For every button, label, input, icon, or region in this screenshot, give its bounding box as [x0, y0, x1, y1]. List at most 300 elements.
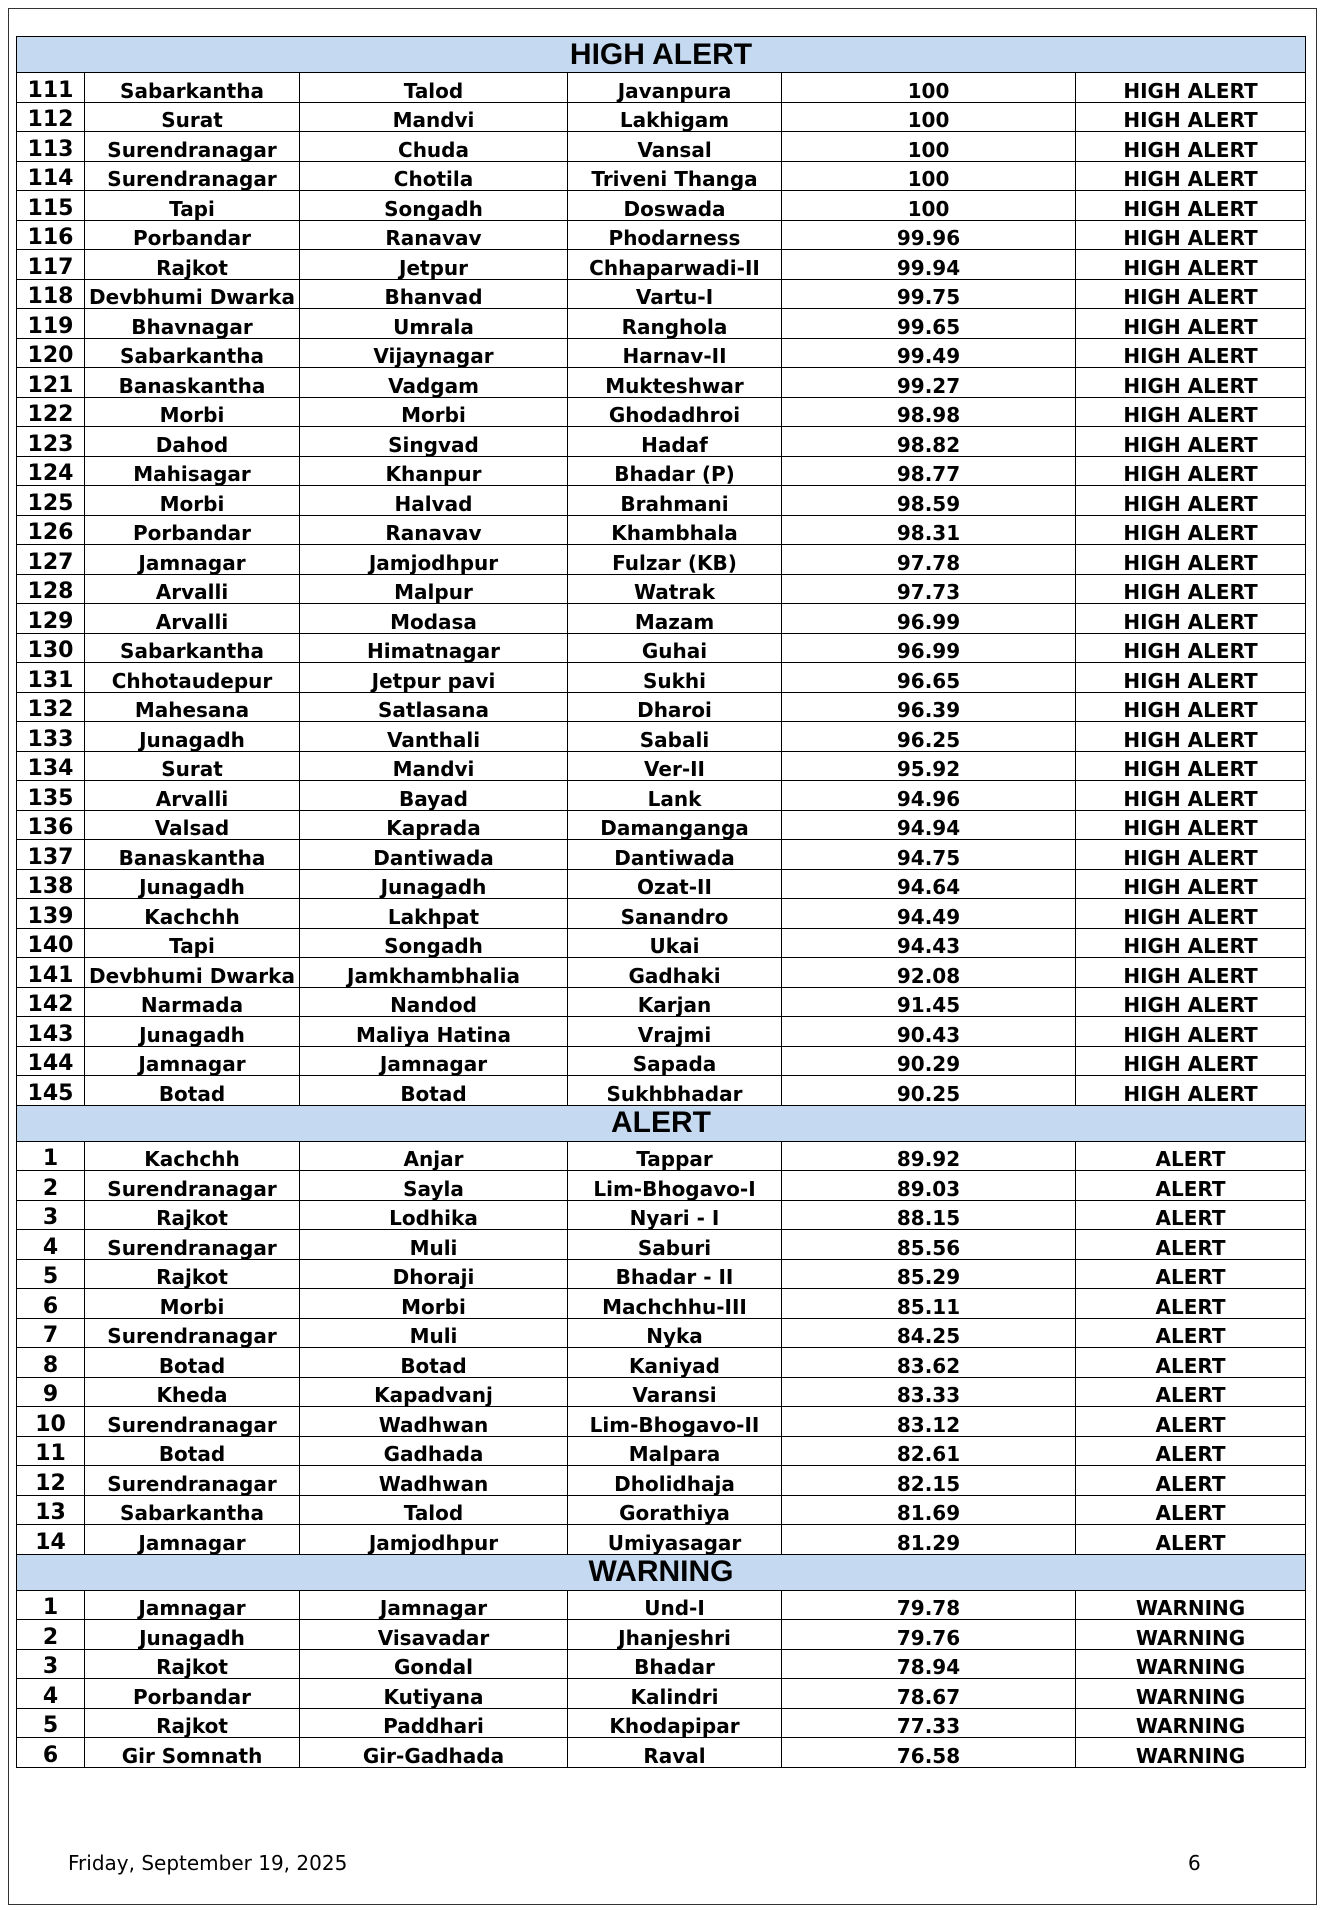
- status-cell: ALERT: [1076, 1466, 1306, 1496]
- district-cell: Morbi: [85, 1289, 300, 1319]
- taluka-cell: Halvad: [300, 486, 568, 516]
- storage-percent-cell: 78.94: [782, 1649, 1076, 1679]
- storage-percent-cell: 81.69: [782, 1495, 1076, 1525]
- district-cell: Chhotaudepur: [85, 663, 300, 693]
- storage-percent-cell: 78.67: [782, 1679, 1076, 1709]
- district-cell: Valsad: [85, 810, 300, 840]
- row-number: 112: [17, 102, 85, 132]
- dam-name-cell: Sabali: [568, 722, 782, 752]
- taluka-cell: Umrala: [300, 309, 568, 339]
- taluka-cell: Satlasana: [300, 692, 568, 722]
- taluka-cell: Vijaynagar: [300, 338, 568, 368]
- district-cell: Mahisagar: [85, 456, 300, 486]
- dam-name-cell: Chhaparwadi-II: [568, 250, 782, 280]
- row-number: 120: [17, 338, 85, 368]
- status-cell: HIGH ALERT: [1076, 220, 1306, 250]
- table-row: [17, 1679, 1306, 1709]
- dam-name-cell: Sukhi: [568, 663, 782, 693]
- dam-name-cell: Lim-Bhogavo-II: [568, 1407, 782, 1437]
- row-number: 134: [17, 751, 85, 781]
- row-number: 133: [17, 722, 85, 752]
- section-header-row: [17, 1105, 1306, 1141]
- dam-name-cell: Dharoi: [568, 692, 782, 722]
- district-cell: Junagadh: [85, 869, 300, 899]
- table-row: [17, 515, 1306, 545]
- district-cell: Botad: [85, 1348, 300, 1378]
- district-cell: Dahod: [85, 427, 300, 457]
- status-cell: HIGH ALERT: [1076, 250, 1306, 280]
- dam-status-table: [16, 36, 1306, 1768]
- row-number: 6: [17, 1738, 85, 1768]
- status-cell: HIGH ALERT: [1076, 869, 1306, 899]
- row-number: 128: [17, 574, 85, 604]
- row-number: 7: [17, 1318, 85, 1348]
- table-row: [17, 1259, 1306, 1289]
- status-cell: HIGH ALERT: [1076, 781, 1306, 811]
- district-cell: Surat: [85, 102, 300, 132]
- taluka-cell: Visavadar: [300, 1620, 568, 1650]
- row-number: 6: [17, 1289, 85, 1319]
- dam-name-cell: Khambhala: [568, 515, 782, 545]
- dam-name-cell: Und-I: [568, 1590, 782, 1620]
- district-cell: Gir Somnath: [85, 1738, 300, 1768]
- table-row: [17, 486, 1306, 516]
- storage-percent-cell: 100: [782, 191, 1076, 221]
- district-cell: Mahesana: [85, 692, 300, 722]
- storage-percent-cell: 82.15: [782, 1466, 1076, 1496]
- row-number: 113: [17, 132, 85, 162]
- storage-percent-cell: 90.25: [782, 1076, 1076, 1106]
- status-cell: ALERT: [1076, 1436, 1306, 1466]
- taluka-cell: Vanthali: [300, 722, 568, 752]
- dam-name-cell: Bhadar - II: [568, 1259, 782, 1289]
- dam-name-cell: Bhadar (P): [568, 456, 782, 486]
- district-cell: Kachchh: [85, 899, 300, 929]
- status-cell: WARNING: [1076, 1708, 1306, 1738]
- storage-percent-cell: 79.78: [782, 1590, 1076, 1620]
- table-row: [17, 220, 1306, 250]
- storage-percent-cell: 89.92: [782, 1141, 1076, 1171]
- taluka-cell: Ranavav: [300, 515, 568, 545]
- status-cell: HIGH ALERT: [1076, 840, 1306, 870]
- dam-name-cell: Kalindri: [568, 1679, 782, 1709]
- table-row: [17, 250, 1306, 280]
- table-row: [17, 338, 1306, 368]
- dam-name-cell: Khodapipar: [568, 1708, 782, 1738]
- dam-name-cell: Phodarness: [568, 220, 782, 250]
- district-cell: Bhavnagar: [85, 309, 300, 339]
- row-number: 2: [17, 1171, 85, 1201]
- taluka-cell: Bayad: [300, 781, 568, 811]
- taluka-cell: Bhanvad: [300, 279, 568, 309]
- dam-name-cell: Sukhbhadar: [568, 1076, 782, 1106]
- dam-name-cell: Ghodadhroi: [568, 397, 782, 427]
- status-cell: HIGH ALERT: [1076, 958, 1306, 988]
- table-row: [17, 132, 1306, 162]
- table-row: [17, 751, 1306, 781]
- storage-percent-cell: 90.43: [782, 1017, 1076, 1047]
- taluka-cell: Nandod: [300, 987, 568, 1017]
- row-number: 125: [17, 486, 85, 516]
- taluka-cell: Gadhada: [300, 1436, 568, 1466]
- table-row: [17, 1017, 1306, 1047]
- table-row: [17, 1649, 1306, 1679]
- status-cell: HIGH ALERT: [1076, 545, 1306, 575]
- storage-percent-cell: 83.33: [782, 1377, 1076, 1407]
- status-cell: HIGH ALERT: [1076, 73, 1306, 103]
- status-cell: HIGH ALERT: [1076, 663, 1306, 693]
- taluka-cell: Paddhari: [300, 1708, 568, 1738]
- district-cell: Surendranagar: [85, 132, 300, 162]
- district-cell: Sabarkantha: [85, 1495, 300, 1525]
- dam-name-cell: Jhanjeshri: [568, 1620, 782, 1650]
- district-cell: Sabarkantha: [85, 338, 300, 368]
- row-number: 3: [17, 1200, 85, 1230]
- district-cell: Arvalli: [85, 574, 300, 604]
- table-row: [17, 279, 1306, 309]
- status-cell: WARNING: [1076, 1590, 1306, 1620]
- table-row: [17, 1738, 1306, 1768]
- status-cell: ALERT: [1076, 1200, 1306, 1230]
- status-cell: HIGH ALERT: [1076, 368, 1306, 398]
- row-number: 132: [17, 692, 85, 722]
- taluka-cell: Mandvi: [300, 102, 568, 132]
- taluka-cell: Lodhika: [300, 1200, 568, 1230]
- storage-percent-cell: 88.15: [782, 1200, 1076, 1230]
- table-row: [17, 1200, 1306, 1230]
- district-cell: Kachchh: [85, 1141, 300, 1171]
- status-cell: HIGH ALERT: [1076, 722, 1306, 752]
- table-row: [17, 456, 1306, 486]
- district-cell: Tapi: [85, 191, 300, 221]
- row-number: 14: [17, 1525, 85, 1555]
- storage-percent-cell: 85.56: [782, 1230, 1076, 1260]
- dam-name-cell: Guhai: [568, 633, 782, 663]
- status-cell: HIGH ALERT: [1076, 633, 1306, 663]
- table-row: [17, 840, 1306, 870]
- status-cell: HIGH ALERT: [1076, 456, 1306, 486]
- district-cell: Jamnagar: [85, 1525, 300, 1555]
- taluka-cell: Muli: [300, 1318, 568, 1348]
- storage-percent-cell: 94.96: [782, 781, 1076, 811]
- taluka-cell: Singvad: [300, 427, 568, 457]
- district-cell: Jamnagar: [85, 1590, 300, 1620]
- taluka-cell: Wadhwan: [300, 1466, 568, 1496]
- dam-name-cell: Nyari - I: [568, 1200, 782, 1230]
- taluka-cell: Modasa: [300, 604, 568, 634]
- district-cell: Rajkot: [85, 1259, 300, 1289]
- storage-percent-cell: 98.98: [782, 397, 1076, 427]
- storage-percent-cell: 89.03: [782, 1171, 1076, 1201]
- status-cell: ALERT: [1076, 1141, 1306, 1171]
- district-cell: Jamnagar: [85, 545, 300, 575]
- district-cell: Rajkot: [85, 1708, 300, 1738]
- dam-name-cell: Fulzar (KB): [568, 545, 782, 575]
- dam-name-cell: Damanganga: [568, 810, 782, 840]
- storage-percent-cell: 84.25: [782, 1318, 1076, 1348]
- table-row: [17, 1708, 1306, 1738]
- row-number: 122: [17, 397, 85, 427]
- row-number: 118: [17, 279, 85, 309]
- district-cell: Sabarkantha: [85, 633, 300, 663]
- row-number: 11: [17, 1436, 85, 1466]
- status-cell: ALERT: [1076, 1407, 1306, 1437]
- taluka-cell: Jetpur pavi: [300, 663, 568, 693]
- status-cell: HIGH ALERT: [1076, 132, 1306, 162]
- row-number: 8: [17, 1348, 85, 1378]
- taluka-cell: Maliya Hatina: [300, 1017, 568, 1047]
- dam-name-cell: Umiyasagar: [568, 1525, 782, 1555]
- row-number: 121: [17, 368, 85, 398]
- status-cell: ALERT: [1076, 1259, 1306, 1289]
- dam-name-cell: Ranghola: [568, 309, 782, 339]
- dam-name-cell: Triveni Thanga: [568, 161, 782, 191]
- table-row: [17, 397, 1306, 427]
- status-cell: HIGH ALERT: [1076, 279, 1306, 309]
- storage-percent-cell: 98.82: [782, 427, 1076, 457]
- dam-name-cell: Nyka: [568, 1318, 782, 1348]
- district-cell: Porbandar: [85, 1679, 300, 1709]
- dam-name-cell: Ozat-II: [568, 869, 782, 899]
- storage-percent-cell: 97.73: [782, 574, 1076, 604]
- district-cell: Porbandar: [85, 515, 300, 545]
- status-cell: HIGH ALERT: [1076, 751, 1306, 781]
- district-cell: Narmada: [85, 987, 300, 1017]
- row-number: 111: [17, 73, 85, 103]
- row-number: 143: [17, 1017, 85, 1047]
- table-row: [17, 1171, 1306, 1201]
- dam-name-cell: Vartu-I: [568, 279, 782, 309]
- taluka-cell: Lakhpat: [300, 899, 568, 929]
- district-cell: Surendranagar: [85, 1407, 300, 1437]
- row-number: 12: [17, 1466, 85, 1496]
- status-cell: ALERT: [1076, 1525, 1306, 1555]
- taluka-cell: Jamnagar: [300, 1046, 568, 1076]
- district-cell: Morbi: [85, 486, 300, 516]
- status-cell: HIGH ALERT: [1076, 427, 1306, 457]
- row-number: 116: [17, 220, 85, 250]
- table-row: [17, 161, 1306, 191]
- taluka-cell: Chotila: [300, 161, 568, 191]
- dam-name-cell: Varansi: [568, 1377, 782, 1407]
- row-number: 138: [17, 869, 85, 899]
- dam-name-cell: Javanpura: [568, 73, 782, 103]
- status-cell: ALERT: [1076, 1318, 1306, 1348]
- district-cell: Jamnagar: [85, 1046, 300, 1076]
- storage-percent-cell: 94.75: [782, 840, 1076, 870]
- taluka-cell: Ranavav: [300, 220, 568, 250]
- dam-name-cell: Karjan: [568, 987, 782, 1017]
- table-row: [17, 869, 1306, 899]
- table-row: [17, 692, 1306, 722]
- row-number: 140: [17, 928, 85, 958]
- status-cell: HIGH ALERT: [1076, 1017, 1306, 1047]
- row-number: 123: [17, 427, 85, 457]
- storage-percent-cell: 92.08: [782, 958, 1076, 988]
- dam-name-cell: Ukai: [568, 928, 782, 958]
- dam-name-cell: Dholidhaja: [568, 1466, 782, 1496]
- row-number: 117: [17, 250, 85, 280]
- table-row: [17, 1076, 1306, 1106]
- row-number: 13: [17, 1495, 85, 1525]
- storage-percent-cell: 99.27: [782, 368, 1076, 398]
- taluka-cell: Kaprada: [300, 810, 568, 840]
- storage-percent-cell: 94.64: [782, 869, 1076, 899]
- district-cell: Porbandar: [85, 220, 300, 250]
- table-row: [17, 1141, 1306, 1171]
- row-number: 114: [17, 161, 85, 191]
- dam-name-cell: Vrajmi: [568, 1017, 782, 1047]
- row-number: 119: [17, 309, 85, 339]
- row-number: 136: [17, 810, 85, 840]
- table-row: [17, 1230, 1306, 1260]
- status-cell: WARNING: [1076, 1679, 1306, 1709]
- row-number: 137: [17, 840, 85, 870]
- taluka-cell: Botad: [300, 1076, 568, 1106]
- dam-name-cell: Machchhu-III: [568, 1289, 782, 1319]
- taluka-cell: Songadh: [300, 928, 568, 958]
- storage-percent-cell: 96.39: [782, 692, 1076, 722]
- dam-name-cell: Doswada: [568, 191, 782, 221]
- storage-percent-cell: 99.65: [782, 309, 1076, 339]
- row-number: 1: [17, 1590, 85, 1620]
- dam-name-cell: Mazam: [568, 604, 782, 634]
- table-row: [17, 1495, 1306, 1525]
- taluka-cell: Khanpur: [300, 456, 568, 486]
- storage-percent-cell: 99.94: [782, 250, 1076, 280]
- row-number: 4: [17, 1679, 85, 1709]
- row-number: 144: [17, 1046, 85, 1076]
- taluka-cell: Mandvi: [300, 751, 568, 781]
- district-cell: Junagadh: [85, 1620, 300, 1650]
- table-row: [17, 1377, 1306, 1407]
- taluka-cell: Kapadvanj: [300, 1377, 568, 1407]
- table-row: [17, 1348, 1306, 1378]
- storage-percent-cell: 100: [782, 102, 1076, 132]
- storage-percent-cell: 96.99: [782, 604, 1076, 634]
- district-cell: Surendranagar: [85, 161, 300, 191]
- table-row: [17, 1525, 1306, 1555]
- storage-percent-cell: 100: [782, 132, 1076, 162]
- table-row: [17, 574, 1306, 604]
- taluka-cell: Gir-Gadhada: [300, 1738, 568, 1768]
- taluka-cell: Himatnagar: [300, 633, 568, 663]
- storage-percent-cell: 77.33: [782, 1708, 1076, 1738]
- dam-name-cell: Harnav-II: [568, 338, 782, 368]
- storage-percent-cell: 98.77: [782, 456, 1076, 486]
- footer-date: Friday, September 19, 2025: [68, 1851, 348, 1875]
- storage-percent-cell: 79.76: [782, 1620, 1076, 1650]
- district-cell: Devbhumi Dwarka: [85, 958, 300, 988]
- table-row: [17, 1318, 1306, 1348]
- section-title: WARNING: [17, 1554, 1306, 1590]
- dam-name-cell: Bhadar: [568, 1649, 782, 1679]
- dam-name-cell: Dantiwada: [568, 840, 782, 870]
- storage-percent-cell: 99.49: [782, 338, 1076, 368]
- district-cell: Banaskantha: [85, 840, 300, 870]
- table-row: [17, 191, 1306, 221]
- dam-name-cell: Brahmani: [568, 486, 782, 516]
- table-row: [17, 1407, 1306, 1437]
- status-cell: HIGH ALERT: [1076, 987, 1306, 1017]
- section-header-row: [17, 37, 1306, 73]
- table-row: [17, 73, 1306, 103]
- storage-percent-cell: 83.62: [782, 1348, 1076, 1378]
- taluka-cell: Jamjodhpur: [300, 545, 568, 575]
- row-number: 124: [17, 456, 85, 486]
- status-cell: HIGH ALERT: [1076, 692, 1306, 722]
- dam-name-cell: Watrak: [568, 574, 782, 604]
- storage-percent-cell: 98.59: [782, 486, 1076, 516]
- status-cell: HIGH ALERT: [1076, 1046, 1306, 1076]
- district-cell: Junagadh: [85, 1017, 300, 1047]
- storage-percent-cell: 96.65: [782, 663, 1076, 693]
- row-number: 1: [17, 1141, 85, 1171]
- dam-name-cell: Gadhaki: [568, 958, 782, 988]
- storage-percent-cell: 99.75: [782, 279, 1076, 309]
- status-cell: WARNING: [1076, 1649, 1306, 1679]
- district-cell: Morbi: [85, 397, 300, 427]
- status-cell: WARNING: [1076, 1620, 1306, 1650]
- district-cell: Surendranagar: [85, 1171, 300, 1201]
- table-row: [17, 1046, 1306, 1076]
- status-cell: ALERT: [1076, 1289, 1306, 1319]
- status-cell: HIGH ALERT: [1076, 486, 1306, 516]
- page-number: 6: [1188, 1851, 1201, 1875]
- district-cell: Kheda: [85, 1377, 300, 1407]
- dam-name-cell: Sanandro: [568, 899, 782, 929]
- table-row: [17, 663, 1306, 693]
- status-cell: HIGH ALERT: [1076, 102, 1306, 132]
- table-row: [17, 899, 1306, 929]
- taluka-cell: Muli: [300, 1230, 568, 1260]
- district-cell: Botad: [85, 1076, 300, 1106]
- status-cell: ALERT: [1076, 1377, 1306, 1407]
- district-cell: Surendranagar: [85, 1230, 300, 1260]
- table-row: [17, 722, 1306, 752]
- storage-percent-cell: 96.25: [782, 722, 1076, 752]
- storage-percent-cell: 82.61: [782, 1436, 1076, 1466]
- row-number: 2: [17, 1620, 85, 1650]
- row-number: 9: [17, 1377, 85, 1407]
- storage-percent-cell: 99.96: [782, 220, 1076, 250]
- taluka-cell: Talod: [300, 73, 568, 103]
- district-cell: Devbhumi Dwarka: [85, 279, 300, 309]
- taluka-cell: Jamnagar: [300, 1590, 568, 1620]
- district-cell: Arvalli: [85, 604, 300, 634]
- row-number: 3: [17, 1649, 85, 1679]
- dam-name-cell: Lim-Bhogavo-I: [568, 1171, 782, 1201]
- table-row: [17, 781, 1306, 811]
- district-cell: Rajkot: [85, 250, 300, 280]
- row-number: 115: [17, 191, 85, 221]
- row-number: 4: [17, 1230, 85, 1260]
- table-row: [17, 633, 1306, 663]
- taluka-cell: Anjar: [300, 1141, 568, 1171]
- dam-name-cell: Vansal: [568, 132, 782, 162]
- storage-percent-cell: 95.92: [782, 751, 1076, 781]
- section-header-row: [17, 1554, 1306, 1590]
- table-row: [17, 545, 1306, 575]
- district-cell: Surendranagar: [85, 1466, 300, 1496]
- status-cell: ALERT: [1076, 1230, 1306, 1260]
- row-number: 5: [17, 1259, 85, 1289]
- row-number: 127: [17, 545, 85, 575]
- taluka-cell: Botad: [300, 1348, 568, 1378]
- district-cell: Surendranagar: [85, 1318, 300, 1348]
- table-row: [17, 987, 1306, 1017]
- table-row: [17, 368, 1306, 398]
